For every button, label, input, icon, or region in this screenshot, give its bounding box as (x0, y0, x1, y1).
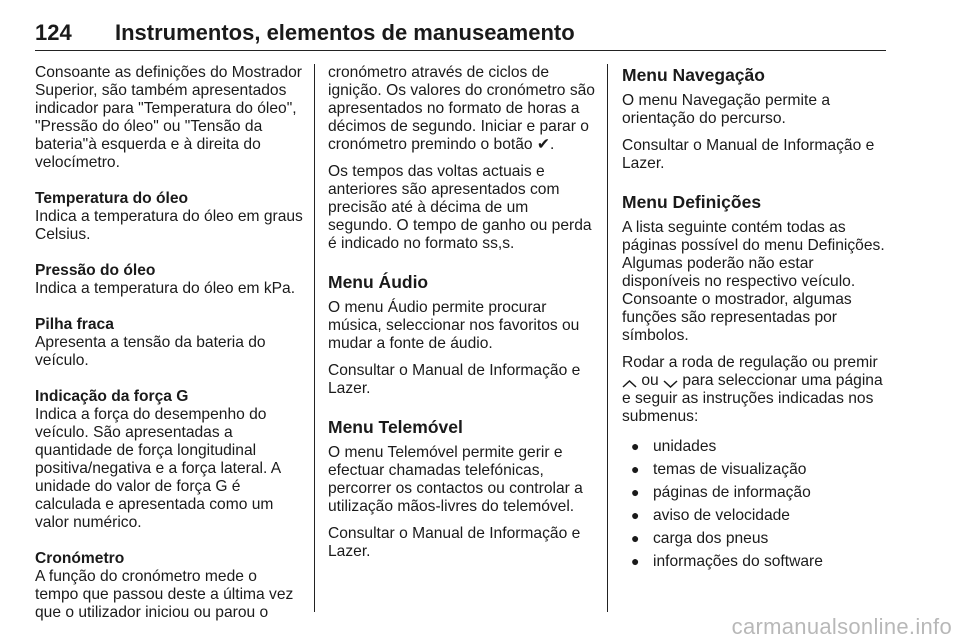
navigation-menu-text: O menu Navegação permite a orientação do percurso. (622, 92, 831, 127)
bullet-icon: ● (631, 484, 640, 500)
oil-pressure-title: Pressão do óleo (35, 262, 156, 279)
settings-pages-list (622, 435, 890, 573)
column-3 (622, 64, 890, 573)
bullet-icon: ● (631, 438, 640, 454)
stopwatch-cont-end: . (550, 136, 555, 153)
list-item: ● páginas de informação (622, 481, 890, 504)
settings-menu-title: Menu Definições (622, 192, 762, 212)
column-2 (328, 64, 596, 570)
page-header (35, 10, 886, 51)
oil-temperature-text: Indica a temperatura do óleo em graus Celsius. (35, 208, 303, 243)
audio-menu-title: Menu Áudio (328, 272, 429, 292)
phone-menu-title: Menu Telemóvel (328, 417, 463, 437)
list-item: ● unidades (622, 435, 890, 458)
chevron-down-icon (663, 376, 678, 386)
battery-title: Pilha fraca (35, 316, 114, 333)
column-1 (35, 64, 303, 631)
stopwatch-text: A função do cronómetro mede o tempo que passou deste a última vez que o utilizador iniciou ou parou o (35, 568, 294, 621)
audio-menu-reference: Consultar o Manual de Informação e Lazer. (328, 362, 581, 397)
bullet-icon: ● (631, 530, 640, 546)
instr-part-a: Rodar a roda de regulação ou premir (622, 354, 878, 371)
instr-part-b: ou (641, 372, 659, 389)
list-item: ● temas de visualização (622, 458, 890, 481)
checkmark-icon: ✔ (536, 136, 550, 153)
instr-part-c: para seleccionar uma página e seguir as instruções indicadas nos submenus: (622, 372, 883, 425)
list-item: ● aviso de velocidade (622, 504, 890, 527)
page-number: 124 (35, 20, 72, 45)
column-divider-1 (314, 64, 315, 612)
column-divider-2 (607, 64, 608, 612)
navigation-menu-title: Menu Navegação (622, 65, 765, 85)
battery-text: Apresenta a tensão da bateria do veículo. (35, 334, 266, 369)
settings-menu-text: A lista seguinte contém todas as páginas possível do menu Definições. Algumas poderão não estar disponíveis no respectivo veículo. Consoante o mostrador, algumas funções são representadas por símbolos. (622, 219, 885, 344)
gforce-title: Indicação da força G (35, 388, 189, 405)
chevron-up-icon (622, 376, 637, 386)
list-item: ● informações do software (622, 550, 890, 573)
laps-text: Os tempos das voltas actuais e anteriores são apresentados com precisão até à décima de um segundo. O tempo de ganho ou perda é indicado no formato ss,s. (328, 163, 592, 252)
stopwatch-cont-text: cronómetro através de ciclos de ignição. Os valores do cronómetro são apresentados no formato de horas a décimos de segundo. Iniciar e parar o cronómetro premindo o botão (328, 64, 595, 153)
chapter-title: Instrumentos, elementos de manuseamento (115, 20, 575, 45)
bullet-icon: ● (631, 507, 640, 523)
oil-pressure-text: Indica a temperatura do óleo em kPa. (35, 280, 296, 297)
intro-paragraph: Consoante as definições do Mostrador Superior, são também apresentados indicador para "Temperatura do óleo", "Pressão do óleo" ou "Tensão da bateria"à esquerda e à direita do velocímetro. (35, 64, 302, 171)
phone-menu-reference: Consultar o Manual de Informação e Lazer. (328, 525, 581, 560)
audio-menu-text: O menu Áudio permite procurar música, seleccionar nos favoritos ou mudar a fonte de áudio. (328, 299, 580, 352)
settings-instructions (622, 354, 890, 426)
bullet-icon: ● (631, 553, 640, 569)
watermark: carmanualsonline.info (731, 614, 952, 639)
navigation-menu-reference: Consultar o Manual de Informação e Lazer. (622, 137, 875, 172)
oil-temperature-title: Temperatura do óleo (35, 190, 189, 207)
phone-menu-text: O menu Telemóvel permite gerir e efectuar chamadas telefónicas, percorrer os contactos ou controlar a utilização mãos-livres do telemóvel. (328, 444, 583, 515)
list-item: ● carga dos pneus (622, 527, 890, 550)
gforce-text: Indica a força do desempenho do veículo. São apresentadas a quantidade de força longitudinal positiva/negativa e a força lateral. A unidade do valor de força G é calculada e apresentada como um valor numérico. (35, 406, 281, 531)
stopwatch-continued (328, 64, 596, 154)
stopwatch-title: Cronómetro (35, 550, 125, 567)
bullet-icon: ● (631, 461, 640, 477)
